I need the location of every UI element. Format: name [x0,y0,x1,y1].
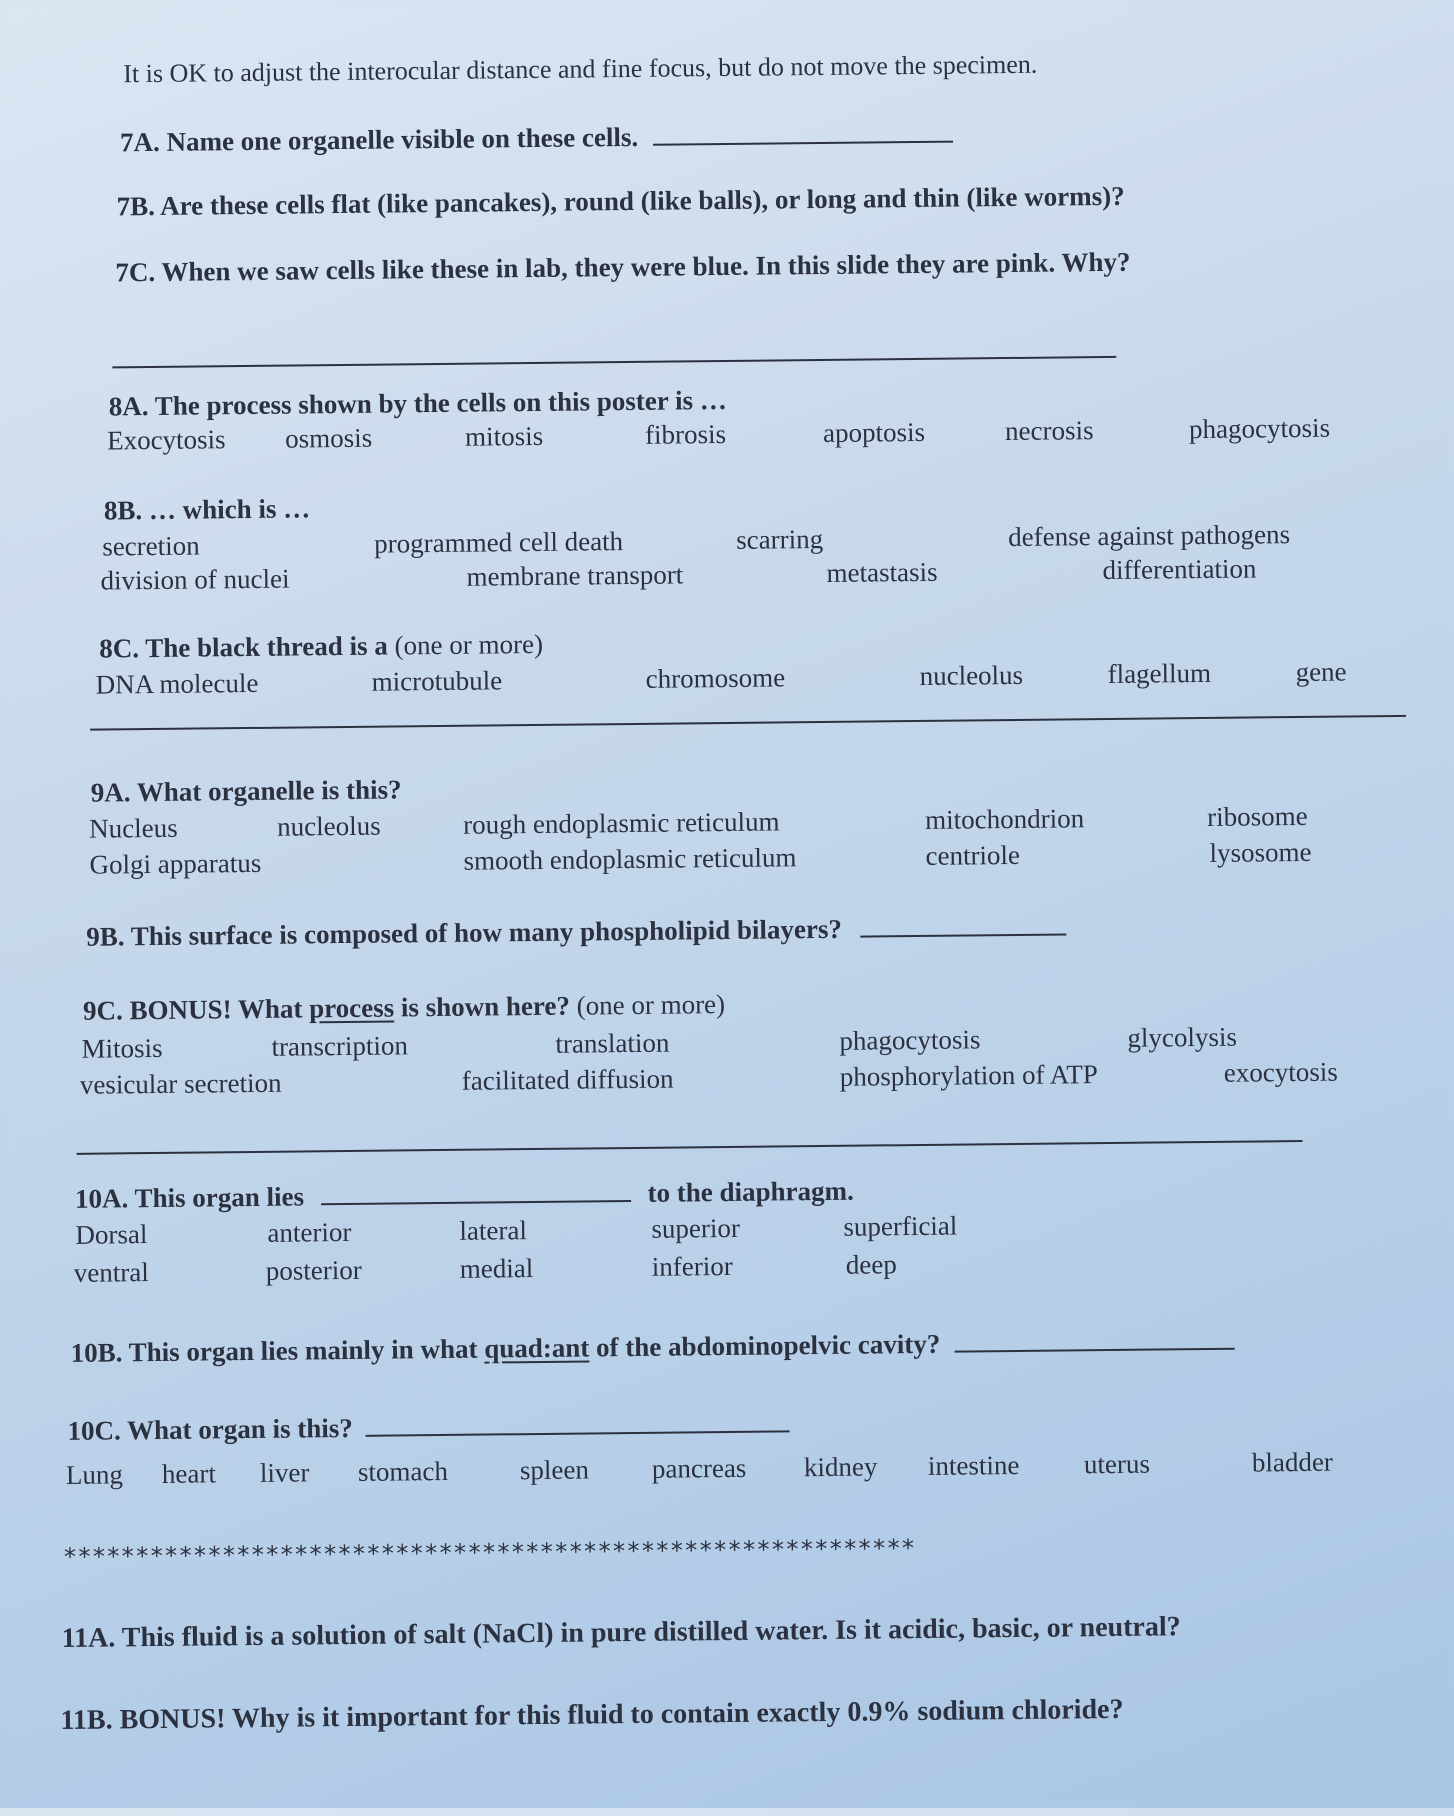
answer-blank-7a[interactable] [653,119,953,146]
option-9c-glycolysis[interactable]: glycolysis [1127,1021,1238,1053]
option-8a-mitosis[interactable]: mitosis [464,420,544,452]
option-9a-lysosome[interactable]: lysosome [1209,836,1312,868]
option-9a-smooth-er[interactable]: smooth endoplasmic reticulum [463,842,797,876]
option-10a-posterior[interactable]: posterior [265,1254,362,1286]
option-8c-microtubule[interactable]: microtubule [371,665,503,697]
option-9a-rough-er[interactable]: rough endoplasmic reticulum [462,806,780,840]
answer-blank-10c[interactable] [365,1408,789,1436]
option-8c-nucleolus[interactable]: nucleolus [919,659,1024,691]
option-8b-secretion[interactable]: secretion [102,530,200,562]
question-10a [75,1175,854,1215]
question-7c: 7C. When we saw cells like these in lab, they were blue. In this slide they are pink. Why? [115,246,1131,288]
option-9c-mitosis[interactable]: Mitosis [81,1032,163,1064]
question-8c-text: 8C. The black thread is a [99,630,388,664]
question-11b: 11B. BONUS! Why is it important for this fluid to contain exactly 0.9% sodium chloride? [60,1693,1124,1737]
option-8b-division-of-nuclei[interactable]: division of nuclei [100,563,290,596]
option-9c-transcription[interactable]: transcription [271,1030,409,1062]
question-8b: 8B. … which is … [103,493,311,526]
option-8a-osmosis[interactable]: osmosis [284,422,373,454]
question-8c [99,628,543,665]
question-8c-note: (one or more) [394,628,544,661]
option-10a-dorsal[interactable]: Dorsal [75,1219,148,1250]
option-8b-programmed-cell-death[interactable]: programmed cell death [374,526,624,559]
question-10b-underlined: quad:ant [484,1332,590,1364]
answer-blank-9b[interactable] [861,911,1067,937]
question-10a-part2: to the diaphragm. [647,1175,854,1208]
option-10c-stomach[interactable]: stomach [357,1455,449,1487]
option-10c-lung[interactable]: Lung [65,1459,124,1490]
option-8c-dna-molecule[interactable]: DNA molecule [95,667,259,700]
question-7a-text: 7A. Name one organelle visible on these cells. [119,121,639,158]
option-9c-phagocytosis[interactable]: phagocytosis [839,1024,981,1056]
option-8a-exocytosis[interactable]: Exocytosis [106,424,226,456]
question-8a: 8A. The process shown by the cells on this poster is … [108,384,727,422]
option-8b-scarring[interactable]: scarring [736,523,824,555]
section-divider-8 [90,715,1406,731]
star-divider: *********************************************************** [62,1534,916,1571]
option-9a-golgi-apparatus[interactable]: Golgi apparatus [89,847,262,880]
option-10c-kidney[interactable]: kidney [803,1451,878,1483]
option-9a-centriole[interactable]: centriole [925,839,1021,871]
option-8b-differentiation[interactable]: differentiation [1102,553,1257,586]
intro-text: It is OK to adjust the interocular distance and fine focus, but do not move the specimen. [123,49,1038,89]
option-9c-translation[interactable]: translation [555,1027,670,1059]
option-8c-chromosome[interactable]: chromosome [645,662,786,694]
question-10b-part2: of the abdominopelvic cavity? [595,1328,941,1363]
option-9c-phosphorylation-of-atp[interactable]: phosphorylation of ATP [839,1059,1098,1092]
option-8a-necrosis[interactable]: necrosis [1004,415,1094,447]
section-divider-9 [77,1140,1303,1155]
option-8a-fibrosis[interactable]: fibrosis [644,418,727,450]
option-10a-superior[interactable]: superior [651,1212,741,1244]
option-10a-ventral[interactable]: ventral [73,1257,149,1288]
option-10a-deep[interactable]: deep [845,1249,897,1280]
question-9a: 9A. What organelle is this? [90,774,402,808]
question-9c-note: (one or more) [576,989,726,1021]
question-10a-part1: 10A. This organ lies [74,1181,305,1214]
question-7b: 7B. Are these cells flat (like pancakes), round (like balls), or long and thin (like worms)? [116,180,1125,222]
option-10c-spleen[interactable]: spleen [519,1454,590,1486]
option-9a-nucleus[interactable]: Nucleus [89,812,178,844]
answer-blank-10b[interactable] [955,1326,1235,1353]
question-9c [83,988,725,1027]
question-9b [86,910,1067,952]
question-10c-text: 10C. What organ is this? [67,1412,353,1446]
option-9c-vesicular-secretion[interactable]: vesicular secretion [79,1067,282,1100]
question-11a: 11A. This fluid is a solution of salt (NaCl) in pure distilled water. Is it acidic, basic, or neutral? [61,1611,1181,1655]
question-7a [120,118,953,159]
option-10a-medial[interactable]: medial [459,1253,534,1284]
question-10b [70,1325,1235,1369]
question-10b-part1: 10B. This organ lies mainly in what [70,1333,478,1368]
option-8a-phagocytosis[interactable]: phagocytosis [1188,412,1331,445]
option-9a-nucleolus[interactable]: nucleolus [277,810,381,842]
option-8c-gene[interactable]: gene [1295,656,1347,688]
option-10c-uterus[interactable]: uterus [1083,1448,1151,1480]
option-8a-apoptosis[interactable]: apoptosis [822,416,926,448]
option-10c-liver[interactable]: liver [259,1457,310,1488]
option-10c-intestine[interactable]: intestine [927,1449,1020,1481]
option-10a-anterior[interactable]: anterior [267,1216,352,1248]
question-9c-part1: 9C. BONUS! What [82,993,303,1026]
option-10c-bladder[interactable]: bladder [1251,1446,1333,1478]
option-9c-facilitated-diffusion[interactable]: facilitated diffusion [461,1063,674,1096]
question-9c-underlined: process [308,992,395,1024]
question-10c [67,1407,789,1447]
option-8b-membrane-transport[interactable]: membrane transport [466,559,684,592]
question-9c-part2: is shown here? [400,990,571,1023]
option-10a-lateral[interactable]: lateral [459,1215,528,1246]
option-9a-mitochondrion[interactable]: mitochondrion [924,803,1085,835]
option-10a-superficial[interactable]: superficial [843,1210,958,1242]
question-9b-text: 9B. This surface is composed of how many phospholipid bilayers? [86,913,843,952]
option-10a-inferior[interactable]: inferior [651,1250,733,1282]
option-9a-ribosome[interactable]: ribosome [1206,800,1308,832]
answer-line-7c[interactable] [112,356,1116,369]
option-8b-defense-against-pathogens[interactable]: defense against pathogens [1008,519,1291,553]
option-8b-metastasis[interactable]: metastasis [826,556,938,588]
option-8c-flagellum[interactable]: flagellum [1107,657,1212,690]
option-10c-heart[interactable]: heart [161,1458,217,1489]
option-9c-exocytosis[interactable]: exocytosis [1223,1056,1338,1088]
answer-blank-10a[interactable] [321,1178,631,1205]
option-10c-pancreas[interactable]: pancreas [651,1452,747,1484]
